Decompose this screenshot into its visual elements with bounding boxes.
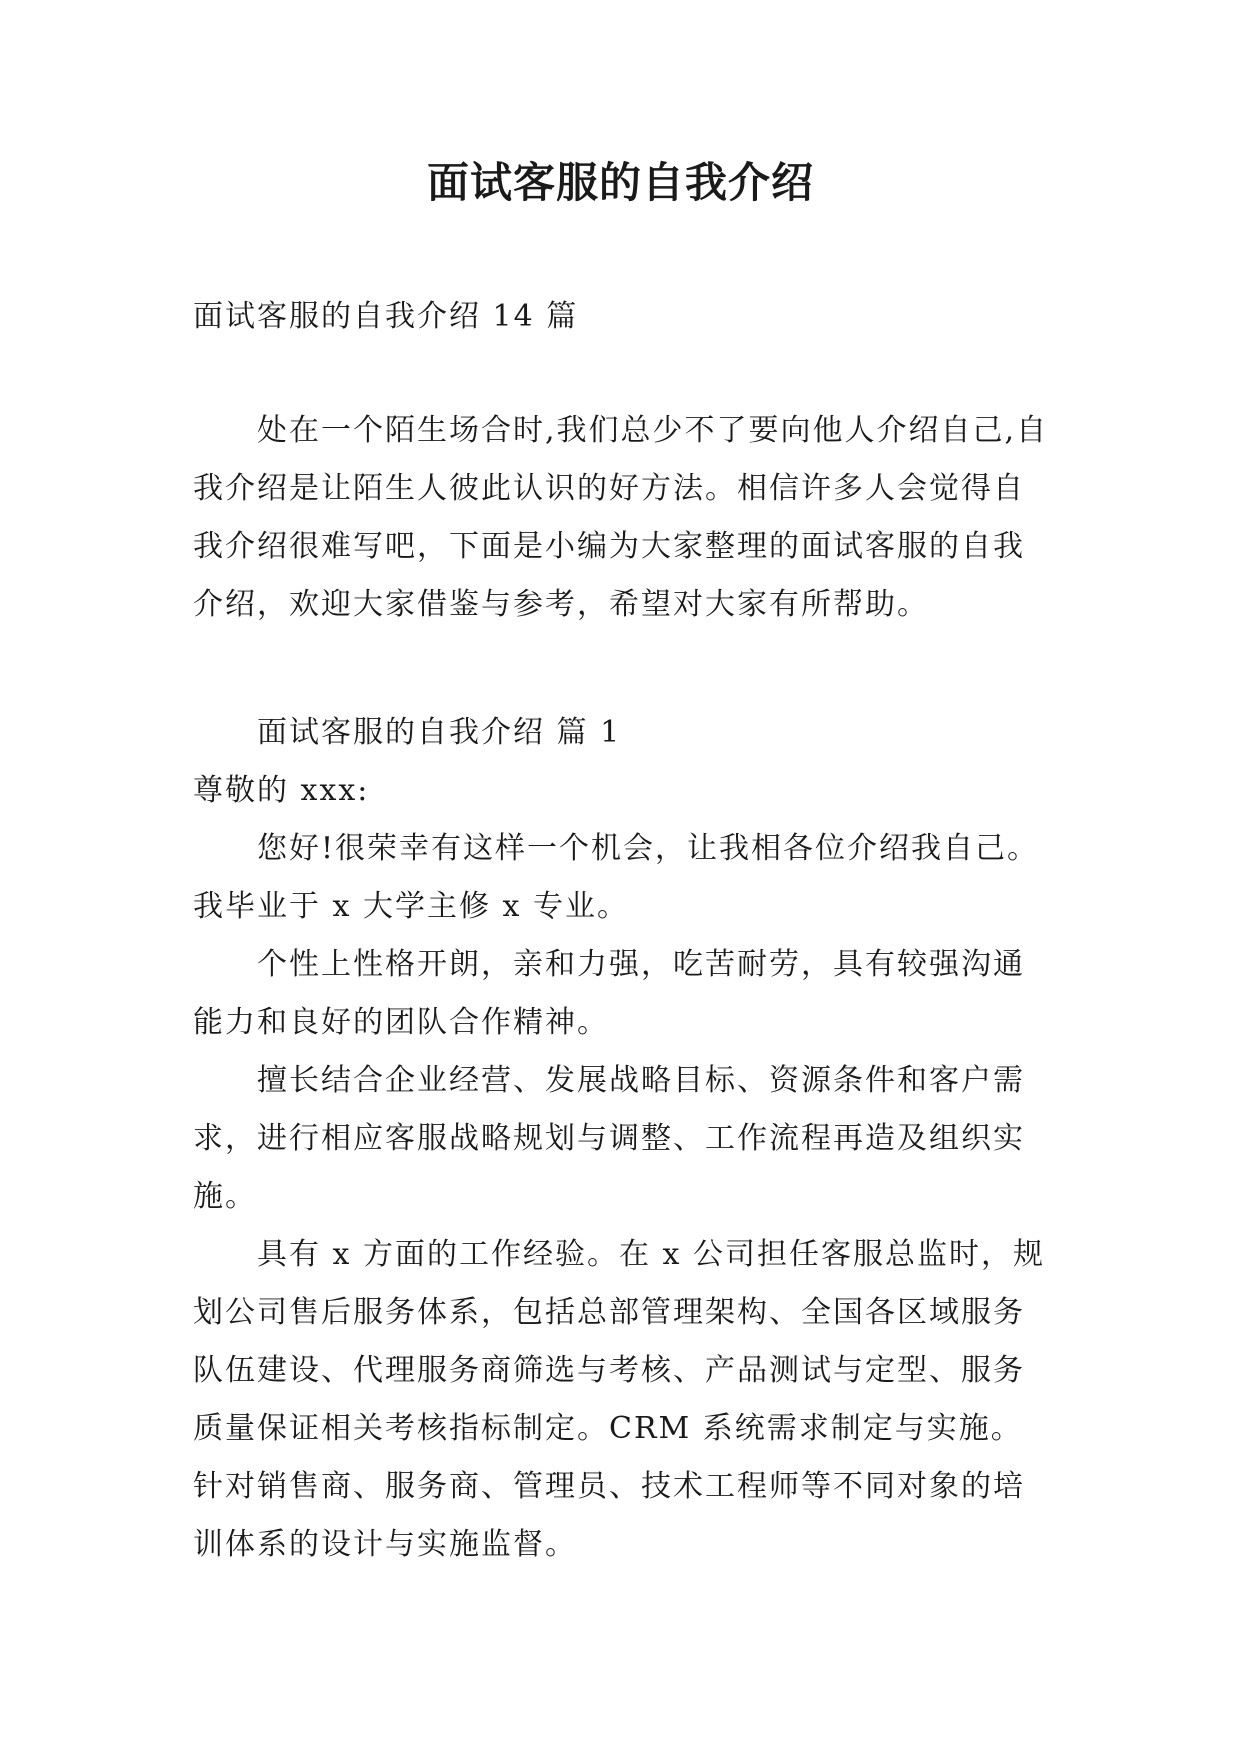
body-paragraph: 个性上性格开朗，亲和力强，吃苦耐劳，具有较强沟通能力和良好的团队合作精神。 (193, 947, 1025, 1040)
body-paragraph: 擅长结合企业经营、发展战略目标、资源条件和客户需求，进行相应客服战略规划与调整、工作流程再造及组织实施。 (193, 1063, 1025, 1214)
intro-paragraph: 处在一个陌生场合时,我们总少不了要向他人介绍自己,自我介绍是让陌生人彼此认识的好方法。相信许多人会觉得自我介绍很难写吧，下面是小编为大家整理的面试客服的自我介绍，欢迎大家借鉴与参考，希望对大家有所帮助。 (193, 413, 1049, 622)
body-paragraph: 具有 x 方面的工作经验。在 x 公司担任客服总监时，规划公司售后服务体系，包括总部管理架构、全国各区域服务队伍建设、代理服务商筛选与考核、产品测试与定型、服务质量保证相关考核指标制定。CRM 系统需求制定与实施。针对销售商、服务商、管理员、技术工程师等不同对象的培训体系的设计与实施监督。 (193, 1237, 1045, 1562)
document-title: 面试客服的自我介绍 (426, 158, 814, 207)
salutation: 尊敬的 xxx: (193, 773, 370, 808)
document-subtitle: 面试客服的自我介绍 14 篇 (193, 299, 579, 334)
section-heading: 面试客服的自我介绍 篇 1 (257, 715, 622, 750)
body-paragraph: 您好!很荣幸有这样一个机会，让我相各位介绍我自己。我毕业于 x 大学主修 x 专业。 (193, 831, 1040, 924)
